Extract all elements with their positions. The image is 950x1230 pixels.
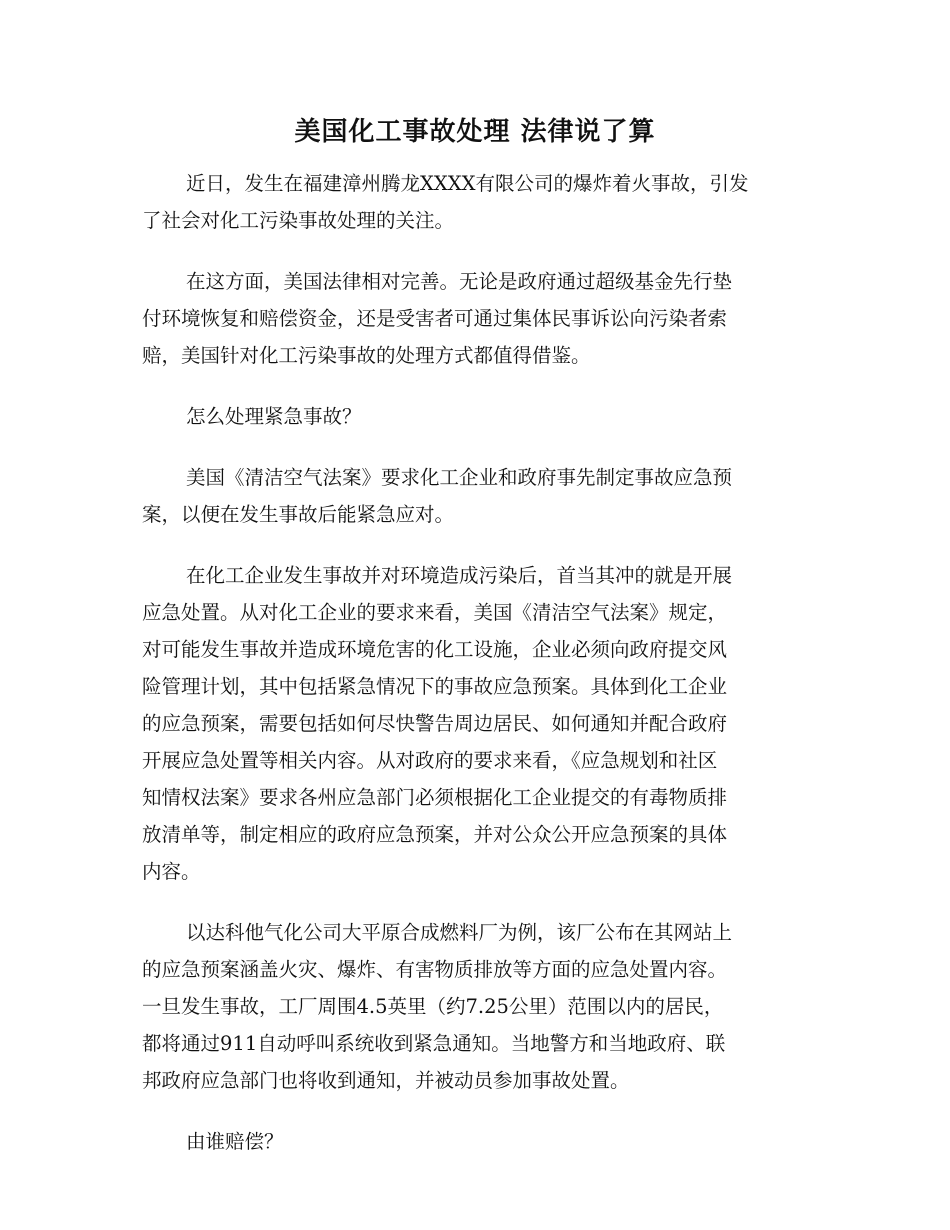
paragraph-line: 了社会对化工污染事故处理的关注。 (142, 209, 455, 232)
paragraph-line: 美国《清洁空气法案》要求化工企业和政府事先制定事故应急预 (186, 466, 733, 489)
paragraph-incident-intro (142, 165, 810, 239)
paragraph-line: 的应急预案，需要包括如何尽快警告周边居民、如何通知并配合政府 (142, 712, 728, 735)
paragraph-emergency-response (142, 557, 810, 890)
paragraph-line: 赔，美国针对化工污染事故的处理方式都值得借鉴。 (142, 344, 591, 367)
paragraph-line: 放清单等，制定相应的政府应急预案，并对公众公开应急预案的具体 (142, 823, 728, 846)
document-title: 美国化工事故处理 法律说了算 (294, 117, 656, 147)
paragraph-line: 开展应急处置等相关内容。从对政府的要求来看，《应急规划和社区 (142, 749, 718, 772)
section-heading-compensation (142, 1123, 810, 1160)
paragraph-line: 近日，发生在福建漳州腾龙XXXX有限公司的爆炸着火事故，引发 (186, 172, 749, 195)
section-heading-line: 由谁赔偿？ (186, 1130, 284, 1153)
paragraph-clean-air-act (142, 459, 810, 533)
paragraph-line: 付环境恢复和赔偿资金，还是受害者可通过集体民事诉讼向污染者索 (142, 307, 728, 330)
paragraph-line: 都将通过911自动呼叫系统收到紧急通知。当地警方和当地政府、联 (142, 1032, 726, 1055)
paragraph-line: 在化工企业发生事故并对环境造成污染后，首当其冲的就是开展 (186, 564, 733, 587)
paragraph-us-law-overview (142, 263, 810, 374)
paragraph-line: 案，以便在发生事故后能紧急应对。 (142, 503, 455, 526)
paragraph-line: 内容。 (142, 860, 201, 883)
paragraph-line: 险管理计划，其中包括紧急情况下的事故应急预案。具体到化工企业 (142, 675, 728, 698)
paragraph-line: 应急处置。从对化工企业的要求来看，美国《清洁空气法案》规定， (142, 601, 728, 624)
paragraph-dakota-example (142, 914, 810, 1099)
paragraph-line: 对可能发生事故并造成环境危害的化工设施，企业必须向政府提交风 (142, 638, 728, 661)
section-heading-line: 怎么处理紧急事故？ (186, 405, 362, 428)
document-body (142, 165, 810, 1184)
paragraph-line: 知情权法案》要求各州应急部门必须根据化工企业提交的有毒物质排 (142, 786, 728, 809)
paragraph-line: 在这方面，美国法律相对完善。无论是政府通过超级基金先行垫 (186, 270, 733, 293)
paragraph-line: 邦政府应急部门也将收到通知，并被动员参加事故处置。 (142, 1069, 630, 1092)
paragraph-line: 的应急预案涵盖火灾、爆炸、有害物质排放等方面的应急处置内容。 (142, 958, 728, 981)
section-heading-emergency (142, 398, 810, 435)
paragraph-line: 以达科他气化公司大平原合成燃料厂为例，该厂公布在其网站上 (186, 921, 733, 944)
paragraph-line: 一旦发生事故，工厂周围4.5英里（约7.25公里）范围以内的居民， (142, 995, 724, 1018)
